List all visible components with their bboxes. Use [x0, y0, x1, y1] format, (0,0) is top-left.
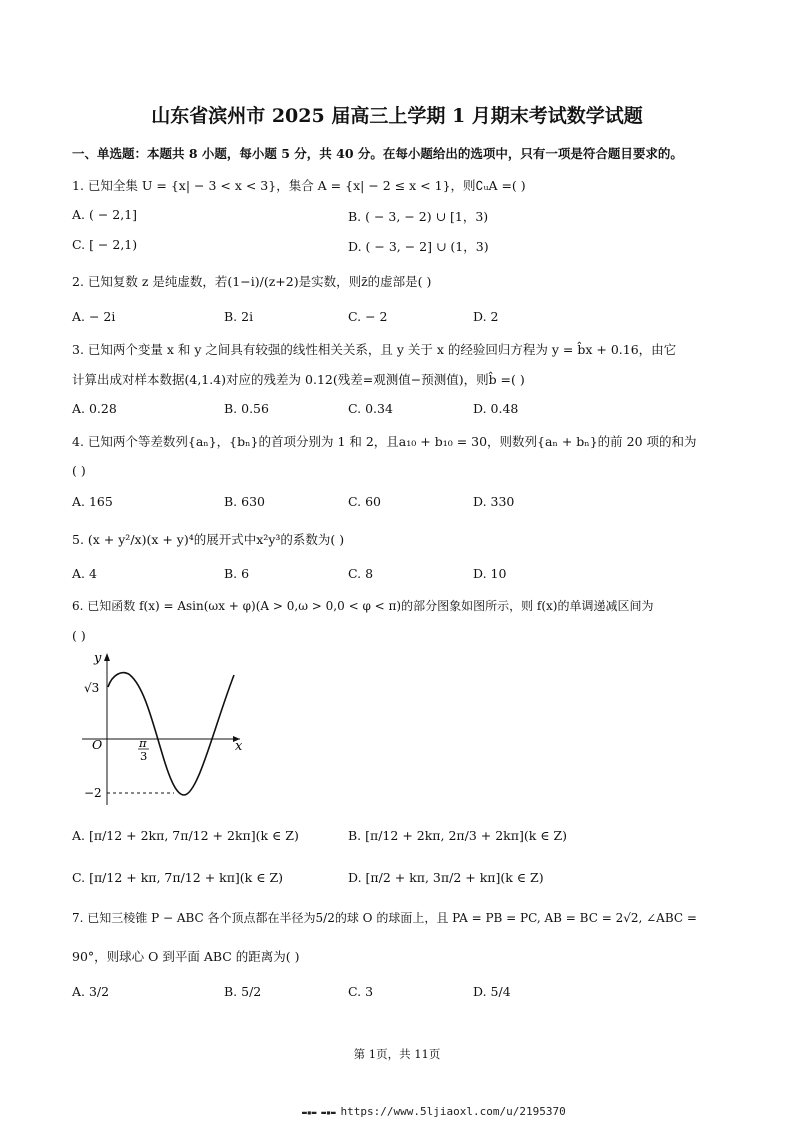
q1-option-c: C. [ − 2,1) — [72, 237, 138, 252]
x-tick-denominator: 3 — [140, 749, 148, 763]
q3-option-c: C. 0.34 — [348, 401, 393, 416]
q3-option-d: D. 0.48 — [473, 401, 519, 416]
y-min-label: −2 — [84, 786, 102, 800]
q4-option-b: B. 630 — [224, 494, 265, 509]
q5-option-d: D. 10 — [473, 566, 507, 581]
watermark — [302, 1105, 566, 1118]
q5-option-a: A. 4 — [72, 566, 97, 581]
origin-label: O — [92, 737, 103, 752]
question-5-stem: 5. (x + y²/x)(x + y)⁴的展开式中x²y³的系数为( ) — [72, 532, 345, 547]
q7-option-a: A. 3/2 — [72, 984, 110, 999]
question-6-stem-line2: ( ) — [72, 628, 86, 643]
y-axis-arrow — [104, 653, 110, 661]
watermark-url[interactable]: https://www.5ljiaoxl.com/u/2195370 — [340, 1105, 566, 1118]
q6-option-d: D. [π/2 + kπ, 3π/2 + kπ](k ∈ Z) — [348, 870, 544, 885]
q2-option-c: C. − 2 — [348, 309, 388, 324]
x-tick-numerator: π — [139, 736, 147, 750]
q3-option-b: B. 0.56 — [224, 401, 269, 416]
q7-option-c: C. 3 — [348, 984, 374, 999]
q4-option-c: C. 60 — [348, 494, 381, 509]
q2-option-a: A. − 2i — [72, 309, 116, 324]
page-title: 山东省滨州市 2025 届高三上学期 1 月期末考试数学试题 — [151, 105, 643, 127]
q1-option-d: D. ( − 3, − 2] ∪ (1，3) — [348, 239, 489, 254]
watermark-prefix-mark: ▬▪▬ ▬▪▬ — [302, 1108, 341, 1117]
q2-option-b: B. 2i — [224, 309, 254, 324]
question-6-stem-line1: 6. 已知函数 f(x) = Asin(ωx + φ)(A > 0,ω > 0,0 < φ < π)的部分图象如图所示，则 f(x)的单调递减区间为 — [72, 599, 654, 613]
question-2-stem: 2. 已知复数 z 是纯虚数，若(1−i)/(z+2)是实数，则z̄的虚部是( ) — [72, 274, 432, 289]
q7-option-b: B. 5/2 — [224, 984, 262, 999]
sine-curve — [108, 673, 234, 795]
y-max-label: √3 — [84, 681, 100, 695]
q5-option-c: C. 8 — [348, 566, 374, 581]
question-3-stem-line1: 3. 已知两个变量 x 和 y 之间具有较强的线性相关关系，且 y 关于 x 的经验回归方程为 y = b̂x + 0.16，由它 — [72, 342, 677, 357]
question-4-stem-line2: ( ) — [72, 463, 86, 478]
section-heading: 一、单选题：本题共 8 小题，每小题 5 分，共 40 分。在每小题给出的选项中，只有一项是符合题目要求的。 — [72, 146, 683, 161]
question-4-stem-line1: 4. 已知两个等差数列{aₙ}，{bₙ}的首项分别为 1 和 2，且a₁₀ + b₁₀ = 30，则数列{aₙ + bₙ}的前 20 项的和为 — [72, 434, 697, 449]
q6-option-c: C. [π/12 + kπ, 7π/12 + kπ](k ∈ Z) — [72, 870, 284, 885]
q4-option-d: D. 330 — [473, 494, 515, 509]
q7-option-d: D. 5/4 — [473, 984, 511, 999]
question-7-stem-line2: 90°，则球心 O 到平面 ABC 的距离为( ) — [72, 949, 300, 964]
q1-option-a: A. ( − 2,1] — [72, 207, 138, 222]
q4-option-a: A. 165 — [72, 494, 113, 509]
q3-option-a: A. 0.28 — [72, 401, 117, 416]
q6-option-b: B. [π/12 + 2kπ, 2π/3 + 2kπ](k ∈ Z) — [348, 828, 568, 843]
q5-option-b: B. 6 — [224, 566, 250, 581]
page-footer: 第 1页，共 11页 — [353, 1047, 441, 1061]
q1-option-b: B. ( − 3, − 2) ∪ [1，3) — [348, 209, 489, 224]
q2-option-d: D. 2 — [473, 309, 499, 324]
q6-option-a: A. [π/12 + 2kπ, 7π/12 + 2kπ](k ∈ Z) — [72, 828, 299, 843]
sine-function-graph — [72, 645, 252, 815]
x-axis-label: x — [235, 739, 243, 754]
question-3-stem-line2: 计算出成对样本数据(4,1.4)对应的残差为 0.12(残差=观测值−预测值)，则b̂ =( ) — [72, 372, 525, 387]
question-7-stem-line1: 7. 已知三棱锥 P − ABC 各个顶点都在半径为5/2的球 O 的球面上，且 PA = PB = PC, AB = BC = 2√2, ∠ABC = — [72, 911, 697, 925]
y-axis-label: y — [94, 651, 102, 666]
question-1-stem: 1. 已知全集 U = {x| − 3 < x < 3}，集合 A = {x| − 2 ≤ x < 1}，则∁ᵤA =( ) — [72, 178, 526, 193]
